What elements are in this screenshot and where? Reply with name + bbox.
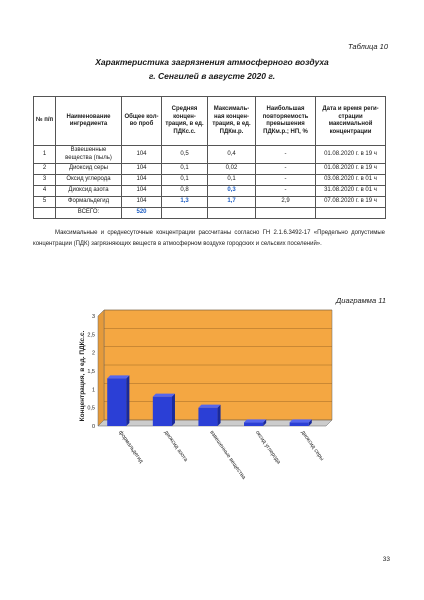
y-tick-label: 0,5: [87, 405, 95, 412]
table-cell: 104: [122, 146, 162, 164]
table-cell: -: [256, 175, 316, 186]
x-category-label: взвешенные вещества: [208, 429, 247, 481]
table-cell: 07.08.2020 г. в 19 ч: [316, 197, 386, 208]
table-cell: 104: [122, 175, 162, 186]
table-cell: 01.08.2020 г. в 19 ч: [316, 164, 386, 175]
table-cell: 104: [122, 164, 162, 175]
x-category-label: оксид углерода: [253, 429, 282, 466]
bar: [198, 405, 220, 426]
x-category-label: диоксид серы: [299, 429, 325, 462]
table-cell: 0,8: [162, 186, 208, 197]
header-number: № п/п: [34, 97, 56, 146]
bar: [153, 394, 175, 426]
table-cell: Диоксид азота: [56, 186, 122, 197]
table-cell: 1,7: [208, 197, 256, 208]
table-cell: 104: [122, 197, 162, 208]
diagram-label: Диаграмма 11: [336, 296, 386, 305]
table-cell: 5: [34, 197, 56, 208]
document-title-line2: г. Сенгилей в августе 2020 г.: [148, 71, 276, 81]
bar: [107, 375, 129, 426]
table-cell: -: [256, 164, 316, 175]
table-cell: 0,4: [208, 146, 256, 164]
footnote: Максимальные и среднесуточные концентрации рассчитаны согласно ГН 2.1.6.3492-17 «Предельно допустимые концентрации (ПДК) загрязняющих веществ в атмосферном воздухе городских и сельских поселений».: [33, 230, 385, 247]
table-cell: 0,1: [162, 175, 208, 186]
table-cell: 0,02: [208, 164, 256, 175]
table-cell: 1: [34, 146, 56, 164]
header-avg-conc: Средняя концен-трация, в ед. ПДКс.с.: [162, 97, 208, 146]
table-cell: Взвешенные вещества (пыль): [56, 146, 122, 164]
total-label: ВСЕГО:: [56, 208, 122, 219]
table-cell: 31.08.2020 г. в 01 ч: [316, 186, 386, 197]
header-repeat: Наибольшая повторяемость превышения ПДКм.р.; НП, %: [256, 97, 316, 146]
table-cell: 1,3: [162, 197, 208, 208]
y-tick-label: 0: [91, 424, 95, 430]
y-tick-label: 1: [91, 387, 95, 394]
header-max-conc: Максималь-ная концен-трация, в ед. ПДКм.р.: [208, 97, 256, 146]
plot-side-wall: [98, 310, 104, 426]
table-cell: 4: [34, 186, 56, 197]
table-cell: 01.08.2020 г. в 19 ч: [316, 146, 386, 164]
document-title-line1: Характеристика загрязнения атмосферного воздуха: [95, 57, 329, 67]
table-cell: Диоксид серы: [56, 164, 122, 175]
table-cell: Формальдегид: [56, 197, 122, 208]
table-cell: 0,5: [162, 146, 208, 164]
bar: [290, 419, 312, 426]
y-axis-label: Концентрация, в ед. ПДКс.с.: [79, 330, 86, 422]
table-label: Таблица 10: [347, 42, 388, 51]
table-cell: -: [256, 186, 316, 197]
table-cell: 3: [34, 175, 56, 186]
table-cell: 0,1: [208, 175, 256, 186]
table-cell: Оксид углерода: [56, 175, 122, 186]
x-category-labels: [117, 430, 325, 482]
y-tick-label: 3: [91, 314, 95, 320]
table-cell: 0,3: [208, 186, 256, 197]
y-tick-label: 1,5: [87, 369, 95, 375]
header-samples: Общее кол-во проб: [122, 97, 162, 146]
total-value: 520: [122, 208, 162, 219]
page-number: 33: [382, 556, 390, 563]
x-category-label: диоксид азота: [162, 429, 189, 463]
y-tick-label: 2: [91, 350, 95, 357]
table-cell: 03.08.2020 г. в 01 ч: [316, 175, 386, 186]
y-tick-label: 2,5: [87, 332, 95, 339]
table-cell: 104: [122, 186, 162, 197]
header-datetime: Дата и время реги-страции максимальной концентрации: [316, 97, 386, 146]
table-cell: -: [256, 146, 316, 164]
table-cell: 2: [34, 164, 56, 175]
y-tick-labels: [87, 314, 95, 430]
header-ingredient: Наименование ингредиента: [56, 97, 122, 146]
bar: [244, 419, 266, 426]
table-cell: 2,9: [256, 197, 316, 208]
x-category-label: формальдегид: [117, 429, 144, 465]
table-cell: 0,1: [162, 164, 208, 175]
